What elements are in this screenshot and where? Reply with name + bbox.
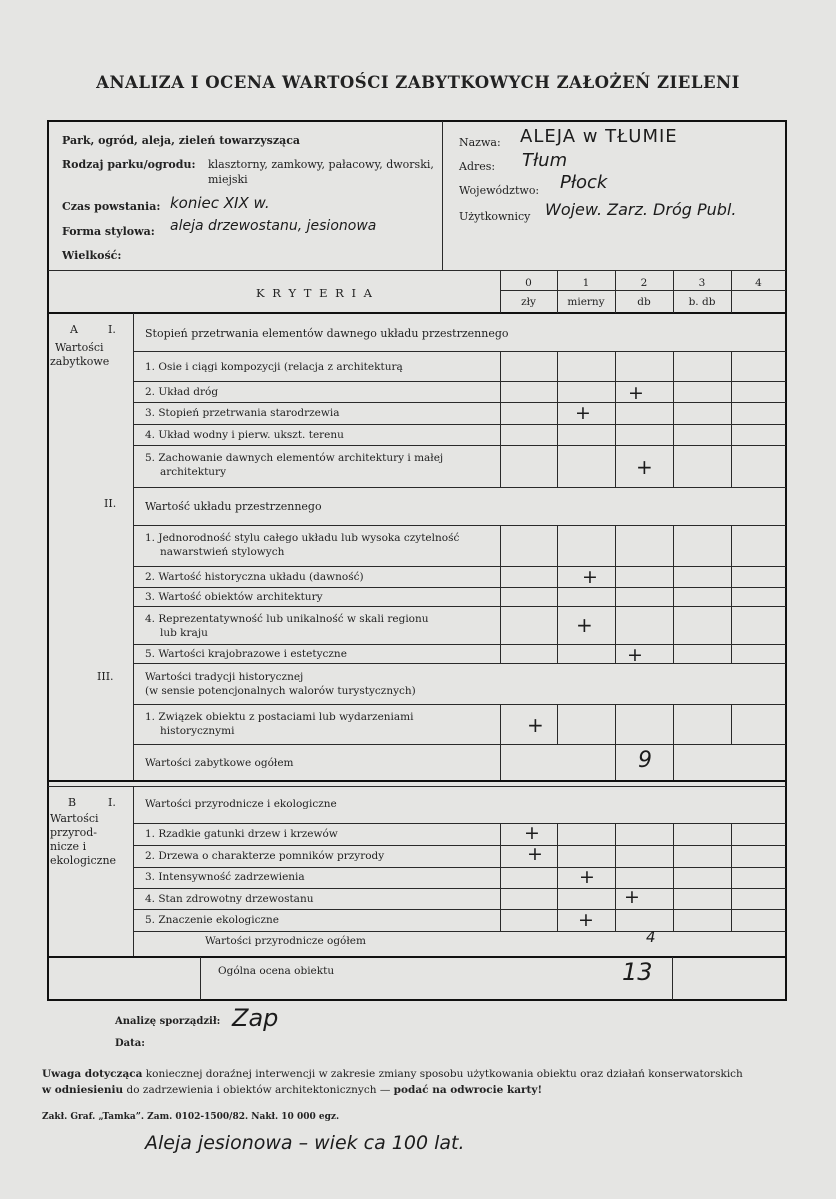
mark-b1-2: + — [527, 843, 543, 865]
a1-row-line-3 — [133, 424, 786, 425]
era-label: Czas powstania: — [62, 200, 161, 213]
a1-row-line-2 — [133, 402, 786, 403]
a2-item-2: 2. Wartość historyczna układu (dawność) — [145, 571, 364, 583]
note-text-2: do zadrzewienia i obiektów architektonicznych — — [123, 1084, 394, 1096]
mark-a1-5: + — [636, 455, 653, 479]
b1-heading-line — [133, 823, 786, 824]
park-kind-options-2: miejski — [208, 173, 248, 186]
criteria-header-bottom — [48, 312, 786, 314]
a1-heading-line — [133, 351, 786, 352]
b1-col-4 — [731, 823, 732, 931]
a3-col-2 — [615, 704, 616, 780]
a3-heading-2: (w sensie potencjonalnych walorów turystycznych) — [145, 685, 416, 697]
scale-0-name: zły — [521, 296, 536, 308]
b1-row-line-1 — [133, 845, 786, 846]
a1-item-2: 2. Układ dróg — [145, 386, 219, 398]
section-a-roman: I. — [108, 323, 116, 336]
mark-a1-3: + — [575, 402, 591, 424]
note-text-1: koniecznej doraźnej interwencji w zakresie zmiany sposobu użytkowania obiektu oraz działań konserwatorskich — [142, 1068, 743, 1080]
a3-heading-1: Wartości tradycji historycznej — [145, 671, 304, 683]
a2-row-line-4 — [133, 644, 786, 645]
print-info: Zakł. Graf. „Tamka”. Zam. 0102-1500/82. Nakł. 10 000 egz. — [42, 1112, 340, 1122]
b1-col-2 — [615, 823, 616, 931]
a3-col-1 — [557, 704, 558, 744]
a2-roman: II. — [104, 497, 117, 510]
b1-row-line-5 — [133, 931, 786, 932]
b1-item-4: 4. Stan zdrowotny drzewostanu — [145, 893, 314, 905]
mark-b1-4: + — [624, 886, 640, 908]
style-label: Forma stylowa: — [62, 225, 155, 238]
a2-row-line-1 — [133, 566, 786, 567]
analysis-label: Analizę sporządził: — [115, 1016, 221, 1027]
b1-row-line-2 — [133, 867, 786, 868]
size-label: Wielkość: — [62, 249, 122, 262]
signature: Zap — [232, 1004, 279, 1032]
col-line-4-head — [731, 270, 732, 313]
section-b-label-1: Wartości — [50, 812, 99, 825]
a2-row-line-5 — [133, 663, 786, 664]
b1-heading: Wartości przyrodnicze i ekologiczne — [145, 798, 337, 810]
b1-col-3 — [673, 823, 674, 931]
b-total-label: Wartości przyrodnicze ogółem — [205, 935, 366, 947]
a1-row-line-1 — [133, 381, 786, 382]
a1-item-1: 1. Osie i ciągi kompozycji (relacja z architekturą — [145, 361, 403, 373]
name-label: Nazwa: — [459, 136, 501, 149]
voivodeship-value: Płock — [560, 172, 608, 193]
a2-col-4 — [731, 525, 732, 663]
a1-col-3 — [673, 351, 674, 487]
b-total-value: 4 — [646, 928, 656, 946]
a3-heading-line — [133, 704, 786, 705]
header-bottom-line — [48, 270, 786, 271]
b1-row-line-4 — [133, 909, 786, 910]
overall-right-line — [672, 957, 673, 1000]
mark-a2-2: + — [582, 566, 598, 588]
address-label: Adres: — [459, 160, 496, 173]
frame-left-line — [47, 120, 49, 1000]
a2-row-line-2 — [133, 587, 786, 588]
handwritten-note: Aleja jesionowa – wiek ca 100 lat. — [145, 1132, 465, 1154]
a2-col-2 — [615, 525, 616, 663]
b1-col-1 — [557, 823, 558, 931]
section-a-letter: A — [70, 323, 78, 336]
a-total-label: Wartości zabytkowe ogółem — [145, 757, 294, 769]
a3-row-line-1 — [133, 744, 786, 745]
criteria-label: K R Y T E R I A — [255, 286, 374, 300]
col-line-3-head — [673, 270, 674, 313]
form-title: ANALIZA I OCENA WARTOŚCI ZABYTKOWYCH ZAŁOŻEŃ ZIELENI — [96, 73, 740, 92]
mark-a1-2: + — [628, 382, 644, 404]
a1-item-4: 4. Układ wodny i pierw. ukszt. terenu — [145, 429, 344, 441]
a2-item-5: 5. Wartości krajobrazowe i estetyczne — [145, 648, 347, 660]
frame-right-line — [785, 120, 787, 1000]
b1-item-2: 2. Drzewa o charakterze pomników przyrody — [145, 850, 385, 862]
mark-a2-4: + — [576, 613, 593, 637]
a1-col-1 — [557, 351, 558, 487]
section-b-roman: I. — [108, 796, 116, 809]
era-value: koniec XIX w. — [170, 194, 270, 212]
section-a-label-2: zabytkowe — [50, 355, 110, 368]
note-bold-3: podać na odwrocie karty! — [393, 1084, 543, 1096]
frame-top-line — [47, 120, 786, 122]
scale-number-line — [500, 290, 786, 291]
a-total-value: 9 — [638, 748, 652, 773]
a3-item-1-cont: historycznymi — [160, 725, 235, 737]
b1-col-0 — [500, 823, 501, 931]
section-b-top-line — [48, 786, 786, 787]
voivodeship-label: Województwo: — [459, 184, 540, 197]
mark-b1-3: + — [579, 866, 595, 888]
note-bold-2: w odniesieniu — [42, 1084, 124, 1096]
a2-heading-line — [133, 525, 786, 526]
a2-item-3: 3. Wartość obiektów architektury — [145, 591, 323, 603]
section-b-label-3: nicze i — [50, 840, 87, 853]
scale-4-number: 4 — [755, 277, 762, 289]
a1-item-3: 3. Stopień przetrwania starodrzewia — [145, 407, 340, 419]
section-a-bottom-line — [48, 780, 786, 782]
name-value: ALEJA w TŁUMIE — [520, 126, 678, 147]
users-label: Użytkownicy — [459, 210, 531, 223]
a3-item-1: 1. Związek obiektu z postaciami lub wydarzeniami — [145, 711, 414, 723]
a1-row-line-5 — [133, 487, 786, 488]
section-a-column-line — [133, 313, 134, 780]
a1-row-line-4 — [133, 445, 786, 446]
b1-item-5: 5. Znaczenie ekologiczne — [145, 914, 280, 926]
a2-item-1-cont: nawarstwień stylowych — [160, 546, 285, 558]
a1-col-4 — [731, 351, 732, 487]
scale-0-number: 0 — [525, 277, 532, 289]
a2-item-4-cont: lub kraju — [160, 627, 208, 639]
overall-left-line — [200, 957, 201, 1000]
a1-heading: Stopień przetrwania elementów dawnego układu przestrzennego — [145, 327, 509, 340]
mark-a3-1: + — [527, 713, 544, 737]
mark-a2-5: + — [627, 644, 643, 666]
a1-col-2 — [615, 351, 616, 487]
a1-col-0 — [500, 351, 501, 487]
scale-2-number: 2 — [640, 277, 648, 289]
scale-3-name: b. db — [688, 296, 716, 308]
a2-col-0 — [500, 525, 501, 663]
mark-b1-1: + — [524, 822, 540, 844]
a2-heading: Wartość układu przestrzennego — [145, 500, 322, 513]
address-value: Tłum — [522, 150, 568, 171]
warning-note — [42, 1066, 802, 1098]
overall-value: 13 — [622, 958, 653, 986]
park-kind-options: klasztorny, zamkowy, pałacowy, dworski, — [208, 158, 434, 171]
scale-1-number: 1 — [582, 277, 590, 289]
a3-col-4 — [731, 704, 732, 744]
b1-item-3: 3. Intensywność zadrzewienia — [145, 871, 305, 883]
col-line-0-head — [500, 270, 501, 313]
a2-row-line-3 — [133, 606, 786, 607]
mark-b1-5: + — [578, 909, 594, 931]
a3-roman: III. — [97, 670, 114, 683]
scale-1-name: mierny — [567, 296, 605, 308]
a3-col-3 — [673, 704, 674, 780]
section-b-label-4: ekologiczne — [50, 854, 117, 867]
a1-item-5-cont: architektury — [160, 466, 227, 478]
b1-item-1: 1. Rzadkie gatunki drzew i krzewów — [145, 828, 338, 840]
b1-row-line-3 — [133, 888, 786, 889]
section-a-label-1: Wartości — [55, 341, 104, 354]
overall-label: Ogólna ocena obiektu — [218, 965, 335, 977]
col-line-1-head — [557, 270, 558, 313]
date-label: Data: — [115, 1038, 145, 1049]
section-b-label-2: przyrod- — [50, 826, 97, 839]
a2-col-1 — [557, 525, 558, 663]
a2-item-4: 4. Reprezentatywność lub unikalność w skali regionu — [145, 613, 429, 625]
a1-item-5: 5. Zachowanie dawnych elementów architektury i małej — [145, 452, 444, 464]
park-type-label: Park, ogród, aleja, zieleń towarzysząca — [62, 134, 301, 147]
a2-col-3 — [673, 525, 674, 663]
style-value: aleja drzewostanu, jesionowa — [170, 218, 377, 234]
note-bold-1: Uwaga dotycząca — [42, 1068, 143, 1080]
header-divider — [442, 121, 443, 271]
section-b-letter: B — [68, 796, 77, 809]
scale-3-number: 3 — [698, 277, 706, 289]
scale-2-name: db — [637, 296, 651, 308]
section-b-bottom-line — [48, 956, 786, 958]
park-kind-label: Rodzaj parku/ogrodu: — [62, 158, 196, 171]
a2-item-1: 1. Jednorodność stylu całego układu lub wysoka czytelność — [145, 532, 460, 544]
col-line-2-head — [615, 270, 616, 313]
a3-col-0 — [500, 704, 501, 780]
frame-bottom-line — [47, 999, 787, 1001]
users-value: Wojew. Zarz. Dróg Publ. — [545, 200, 737, 219]
